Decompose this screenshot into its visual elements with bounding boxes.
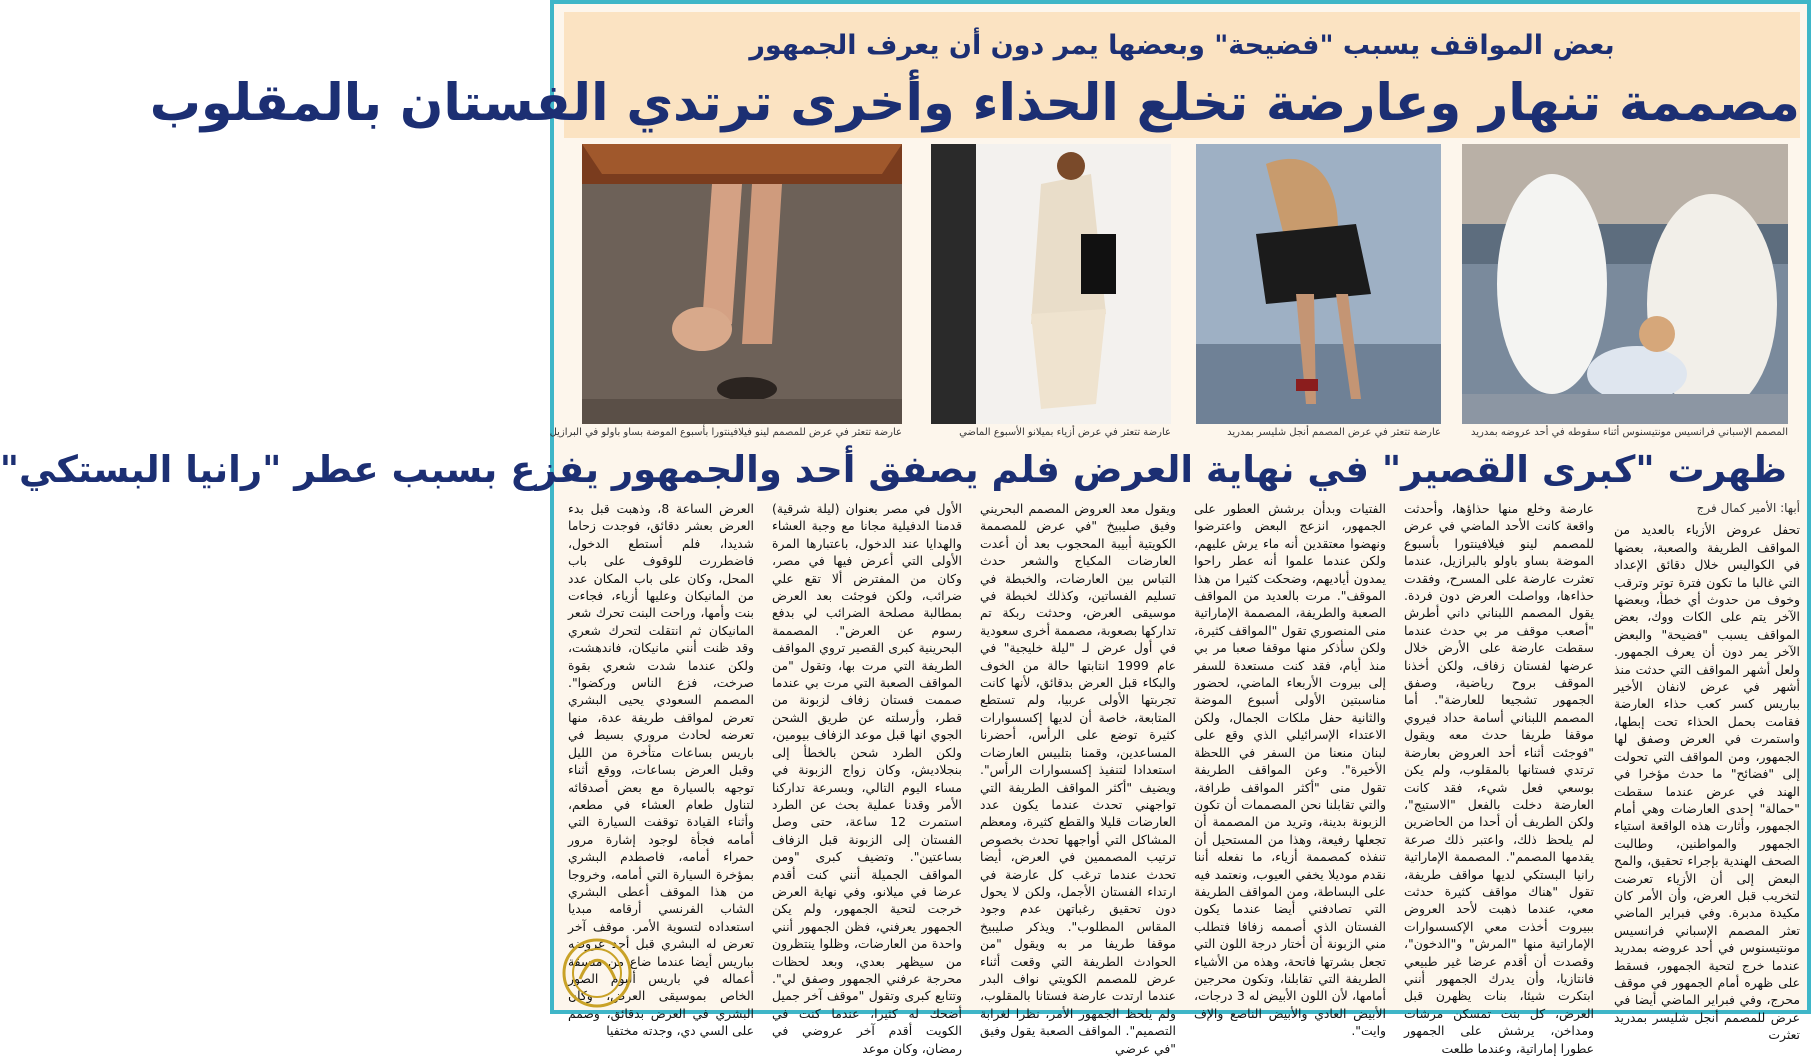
photo-model-milan <box>931 144 1171 438</box>
photo-caption: عارضة تتعثر في عرض للمصمم لينو فيلافينتورا بأسبوع الموضة بساو باولو في البرازيل <box>549 427 902 438</box>
photo-model-shoe <box>1196 144 1441 438</box>
photo-caption: عارضة تتعثر في عرض أزياء بميلانو الأسبوع الماضي <box>959 427 1171 438</box>
column-text: الأول في مصر بعنوان (ليلة شرقية) قدمنا الدفيلية مجانا مع وجبة العشاء والهدايا عند الدخول، باعتبارها المرة الأولى التي أعرض فيها في مصر، وكان من المفترض ألا تقع علي ضرائب، ولكن فوجئت بعد العرض بمطالبة مصلحة الضرائب لي بدفع رسوم عن العرض". المصممة البحرينية كبرى القصير تروي المواقف الطريفة التي مرت بها، وتقول "من المواقف الصعبة التي مرت بي عندما صممت فستان زفاف لزبونة من قطر، وأرسلته عن طريق الشحن الجوي انها قبل موعد الزفاف بيومين، ولكن الطرد شحن بالخطأ إلى بنجلاديش، وكان زواج الزبونة في مساء اليوم التالي، وبسرعة تداركنا الأمر وقدنا عملية بحث عن الطرد استمرت 12 ساعة، حتى وصل الفستان إلى الزبونة قبل الزفاف بساعتين". وتضيف كبرى "ومن المواقف الجميلة أنني كنت أقدم عرضا في ميلانو، وفي نهاية العرض خرجت لتحية الجمهور، ولم يكن الجمهور يعرفني، فظن الجمهور أنني واحدة من العارضات، وظلوا ينتظرون من سيظهر بعدي، وبعد لحظات محرجة عرفني الجمهور وصفق لي". وتتابع كبرى وتقول "موقف آخر جميل أضحك له كثيرا، عندما كنت في الكويت أقدم آخر عروضي في رمضان، وكان موعد <box>772 501 963 1056</box>
article-subhead: ظهرت "كبرى القصير" في نهاية العرض فلم يصفق أحد والجمهور يفزع بسبب عطر "رانيا البستكي" <box>0 448 1787 491</box>
column-text: عارضة وخلع منها حذاؤها، وأحدثت واقعة كانت الأحد الماضي في عرض للمصمم لينو فيلافينتورا بأسبوع الموضة بساو باولو بالبرازيل، عندما تعثرت عارضة على المسرح، وفقدت حذاءها، وواصلت العرض دون فردة. يقول المصمم اللبناني داني أطرش "أصعب موقف مر بي حدث عندما سقطت عارضة على الأرض خلال عرضها لفستان زفاف، ولكن أخذنا الموقف بروح رياضية، وصفق الجمهور تشجيعا للعارضة". أما المصمم اللبناني أسامة حداد فيروي موقفا طريفا حدث معه ويقول "فوجئت أثناء أحد العروض بعارضة ترتدي فستانها بالمقلوب، ولم يكن بوسعي فعل شيء، فقد كانت العارضة دخلت بالفعل "الاستيج"، ولكن الطريف أن أحدا من الحاضرين لم يلحظ ذلك، واعتبر ذلك صرعة يقدمها المصمم". المصممة الإماراتية رانيا البستكي لديها مواقف طريفة، تقول "هناك مواقف كثيرة حدثت معي، عندما ذهبت لأحد العروض ببيروت أخذت معي الإكسسوارات الإماراتية منها "المرش" و"الدخون"، وقصدت أن أقدم عرضا غير طبيعي فانتازيا، وأن يدرك الجمهور أنني ابتكرت شيئا، بنات يظهرن قبل العرض، كل بنت تمسكن مرشات ومداخن، يرشش على الجمهور عطورا إماراتية، وعندما طلعت <box>1404 501 1594 1056</box>
article-body <box>568 500 1800 1056</box>
column-text: ويقول معد العروض المصمم البحريني وفيق صليبيخ "في عرض للمصممة الكويتية أبيبة المحجوب بعد أن أعدت العارضات المكياج والشعر حدث التباس بين العارضات، والخبطة في تسليم الفساتين، وكذلك لخبطة في موسيقى العرض، وحدثت ربكة تم تداركها بصعوبة، مصممة أخرى سعودية في أول عرض لـ "ليلة خليجية" في عام 1999 انتابتها حالة من الخوف والبكاء قبل العرض بدقائق، لأنها كانت تجربتها الأولى عربيا، ولم تستطع المتابعة، خاصة أن لديها إكسسوارات كثيرة توضع على الرأس، أحضرنا المساعدين، وقمنا بتلبيس العارضات استعدادا لتنفيذ إكسسوارات الرأس". ويضيف "أكثر المواقف الطريفة التي تواجهني تحدث عندما يكون عدد العارضات قليلا والقطع كثيرة، ومعظم المشاكل التي أواجهها تحدث بخصوص ترتيب المصممين في العرض، أيضا تحدث عندما ترغب كل عارضة في ارتداء الفستان الأجمل، ولكن لا يحول دون تحقيق رغباتهن عدم وجود المقاس المطلوب". ويذكر صليبيخ موقفا طريفا مر به ويقول "من الحوادث الطريفة التي وقعت أثناء عرض للمصمم الكويتي نواف البدر عندما ارتدت عارضة فستانا بالمقلوب، ولم يلحظ الجمهور الأمر، نظرا لغرابة التصميم". المواقف الصعبة يقول وفيق "في عرضي <box>980 501 1177 1056</box>
watermark-seal <box>560 934 634 1012</box>
main-headline: مصممة تنهار وعارضة تخلع الحذاء وأخرى ترتدي الفستان بالمقلوب <box>149 74 1800 133</box>
byline: أبها: الأمير كمال فرج <box>1696 501 1800 515</box>
photo-model-barefoot <box>549 144 902 438</box>
photo-caption: عارضة تتعثر في عرض المصمم أنجل شليسر بمدريد <box>1227 427 1441 438</box>
photo-designer-fall <box>1462 144 1788 438</box>
article-column-2 <box>1404 500 1594 1056</box>
column-text: العرض الساعة 8، وذهبت قبل بدء العرض بعشر دقائق، فوجدت زحاما شديدا، فلم أستطع الدخول، فاضطررت للوقوف على باب المحل، وكان على باب المكان عدد من المانيكان وعليها أزياء، فجاءت بنت وأمها، وراحت البنت تحرك شعر المانيكان ثم انتقلت لتحرك شعري وقد ظنت أنني مانيكان، فاندهشت، ولكن عندما شدت شعري بقوة صرخت، فزع الناس وركضوا". المصمم السعودي يحيى البشري تعرض لمواقف طريفة عدة، منها تعرضه لحادث مروري بسيط في باريس بساعات متأخرة من الليل وقبل العرض بساعات، ووقع أثناء توجهه بالسيارة مع بعض أصدقائه لتناول طعام العشاء في مطعم، وأثناء القيادة توقفت السيارة التي أمامه فجأة لوجود إشارة مرور حمراء أمامه، فاصطدم البشري بمؤخرة السيارة التي أمامه، وخروجا من هذا الموقف أعطى البشري الشاب الفرنسي أرقامه مبديا استعداده لتسوية الأمر. موقف آخر تعرض له البشري قبل أحد عروضه بباريس أيضا عندما ضاع من منسقة أعماله في باريس ألبوم الصور الخاص بموسيقى العرض، وكان البشري في العرض بدقائق، وصمم على السي دي، وجدته مختفيا <box>568 501 754 1039</box>
kicker-line: بعض المواقف يسبب "فضيحة" وبعضها يمر دون أن يعرف الجمهور <box>749 30 1615 61</box>
article-header <box>149 12 1800 138</box>
article-column-6 <box>568 500 754 1039</box>
article-column-1 <box>1614 500 1800 1043</box>
column-text: تحفل عروض الأزياء بالعديد من المواقف الطريفة والصعبة، بعضها في الكواليس خلال دقائق الإعداد التي غالبا ما تكون فترة توتر وترقب وخوف من حدوث أي خطأ، وبعضها الآخر يتم على الكات ووك، بعض المواقف يسبب "فضيحة" والبعض الآخر يمر دون أن يعرف الجمهور. ولعل أشهر المواقف التي حدثت منذ أشهر في عرض لانفان الأخير بباريس كسر كعب حذاء العارضة فقامت بحمل الحذاء تحت إبطها، واستمرت في العرض وصفق لها الجمهور، ومن المواقف التي تحولت إلى "فضائح" ما حدث مؤخرا في الهند في عرض عندما سقطت "حمالة" إحدى العارضات وهي أمام الجمهور، وأثارت هذه الواقعة استياء الجمهور والمواطنين، وطالبت الصحف الهندية بإجراء تحقيق، والمح البعض إلى أن الأزياء تعرضت لتخريب قبل العرض، وأن الأمر كان مكيدة مدبرة. وفي فبراير الماضي تعثر المصمم الإسباني فرانسيس مونتيسنوس في أحد عروضه بمدريد عندما خرج لتحية الجمهور، فسقط على ظهره أمام الجمهور في موقف محرج، وفي فبراير الماضي أيضا في عرض للمصمم أنجل شليسر بمدريد تعثرت <box>1614 522 1800 1043</box>
photo-strip <box>549 144 1802 444</box>
article-column-3 <box>1194 500 1386 1039</box>
photo-caption: المصمم الإسباني فرانسيس مونتيسنوس أثناء سقوطه في أحد عروضه بمدريد <box>1471 427 1788 438</box>
article-column-5 <box>772 500 963 1056</box>
article-column-4 <box>980 500 1177 1056</box>
column-text: الفتيات وبدأن برشش العطور على الجمهور، انزعج البعض واعترضوا ونهضوا معتقدين أنه ماء يرش عليهم، ولكن عندما علموا أنه عطر راحوا يمدون أياديهم، وضحكت كثيرا من هذا الموقف". مرت بالعديد من المواقف الصعبة والطريفة، المصممة الإماراتية منى المنصوري تقول "المواقف كثيرة، ولكن سأذكر منها موقفا صعبا مر بي منذ أيام، فقد كنت مستعدة للسفر إلى بيروت الأربعاء الماضي، لحضور مناسبتين الأولى أسبوع الموضة والثانية حفل ملكات الجمال، ولكن الاعتداء الإسرائيلي الذي وقع على لبنان منعنا من السفر في اللحظة الأخيرة". وعن المواقف الطريفة تقول منى "أكثر المواقف طرافة، والتي تقابلنا نحن المصممات أن تكون الزبونة بدينة، وتريد من المصممة أن تجعلها رفيعة، وهذا من المستحيل أن تنفذه كمصممة أزياء، ما نفعله أننا نقدم موديلا يخفي العيوب، ونعتمد فيه على البساطة، ومن المواقف الطريفة التي تصادفني أيضا عندما يكون الفستان الذي أصممه زفافا فتطلب مني الزبونة أن أختار درجة اللون التي تجعل بشرتها فاتحة، وهذه من الأشياء الطريفة التي تقابلنا، وتكون محرجين أمامها، لأن اللون الأبيض له 3 درجات، الأبيض العادي والأبيض الناصع والإف وايت". <box>1194 501 1386 1039</box>
